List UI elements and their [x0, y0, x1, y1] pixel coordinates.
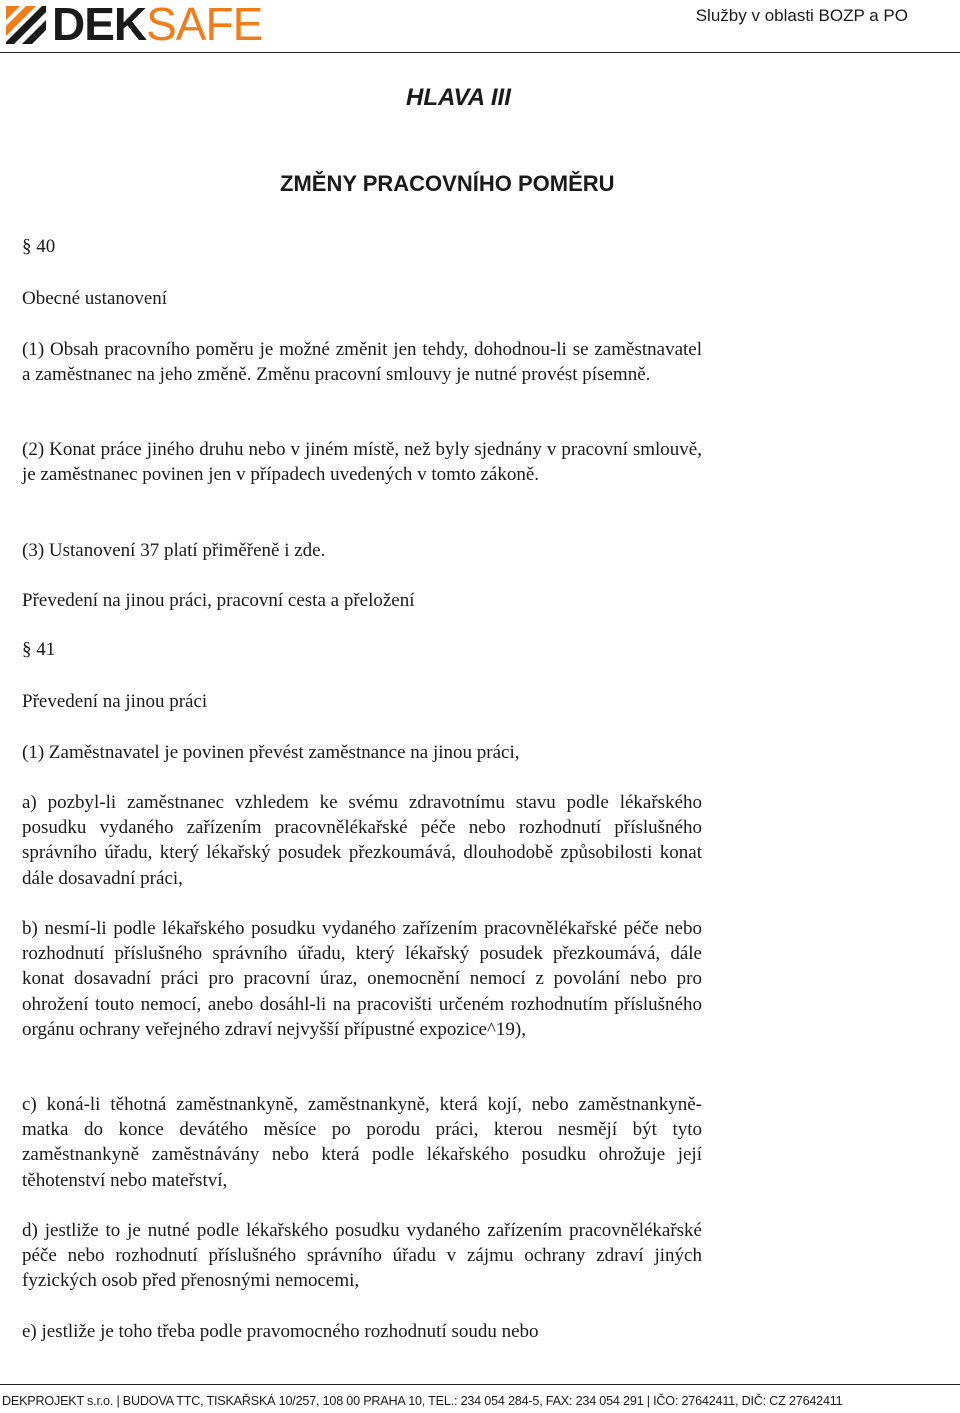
- list-item-e: e) jestliže je toho třeba podle pravomocného rozhodnutí soudu nebo: [22, 1321, 539, 1342]
- chapter-title: ZMĚNY PRACOVNÍHO POMĚRU: [280, 171, 615, 196]
- footer-company-info: DEKPROJEKT s.r.o. | BUDOVA TTC, TISKAŘSKÁ 10/257, 108 00 PRAHA 10, TEL.: 234 054 284-5, FAX: 234 054 291 | IČO: 27642411, DIČ: CZ 27642411: [2, 1394, 843, 1408]
- paragraph-1: (1) Obsah pracovního poměru je možné změnit jen tehdy, dohodnou-li se zaměstnavatel a zaměstnanec na jeho změně. Změnu pracovní smlouvy je nutné provést písemně.: [22, 339, 702, 386]
- list-item-b: b) nesmí-li podle lékařského posudku vydaného zařízením pracovnělékařské péče nebo rozhodnutí příslušného správního úřadu, který lékařský posudek přezkoumává, dále konat dosavadní práci pro pracovní úraz, onemocnění nemocí z povolání nebo pro ohrožení touto nemocí, anebo dosáhl-li na pracovišti určeném rozhodnutím příslušného orgánu ochrany veřejného zdraví nejvyšší přípustné expozice^19),: [22, 918, 702, 1040]
- paragraph-41-1: (1) Zaměstnavatel je povinen převést zaměstnance na jinou práci,: [22, 742, 520, 763]
- list-item-d: d) jestliže to je nutné podle lékařského posudku vydaného zařízením pracovnělékařské péče nebo rozhodnutí příslušného správního úřadu v zájmu ochrany zdraví jiných fyzických osob před přenosnými nemocemi,: [22, 1220, 702, 1292]
- prevedeni-subheading: Převedení na jinou práci: [22, 691, 208, 712]
- list-item-a: a) pozbyl-li zaměstnanec vzhledem ke svému zdravotnímu stavu podle lékařského posudku vydaného zařízením pracovnělékařské péče nebo rozhodnutí příslušného správního úřadu, který lékařský posudek přezkoumává, dlouhodobě způsobilosti konat dále dosavadní práci,: [22, 792, 702, 889]
- paragraph-2: (2) Konat práce jiného druhu nebo v jiném místě, než byly sjednány v pracovní smlouvě, je zaměstnanec povinen jen v případech uvedených v tomto zákoně.: [22, 439, 702, 486]
- logo-safe-text: SAFE: [146, 0, 263, 50]
- page-header: [0, 0, 960, 53]
- section-41-heading: [22, 639, 55, 661]
- header-tagline: Služby v oblasti BOZP a PO: [695, 6, 908, 25]
- section-sign-icon: §: [22, 639, 32, 660]
- section-number: 40: [36, 236, 56, 257]
- section-sign-icon: §: [22, 236, 32, 257]
- section-number: 41: [36, 639, 56, 660]
- logo-dek-text: DEK: [52, 0, 147, 50]
- page-footer: [0, 1384, 960, 1413]
- list-item-c: c) koná-li těhotná zaměstnankyně, zaměstnankyně, která kojí, nebo zaměstnankyně-matka do konce devátého měsíce po porodu práci, kterou nesmějí být tyto zaměstnankyně zaměstnávány nebo která podle lékařského posudku ohrožuje její těhotenství nebo mateřství,: [22, 1094, 702, 1191]
- logo-wordmark: [52, 0, 262, 50]
- section-40-heading: [22, 236, 55, 258]
- diagonal-stripes-icon: [6, 6, 46, 44]
- paragraph-3: (3) Ustanovení 37 platí přiměřeně i zde.: [22, 540, 326, 561]
- prevedeni-heading: Převedení na jinou práci, pracovní cesta a přeložení: [22, 590, 415, 611]
- chapter-heading: HLAVA III: [406, 84, 511, 111]
- obecne-heading: Obecné ustanovení: [22, 288, 168, 309]
